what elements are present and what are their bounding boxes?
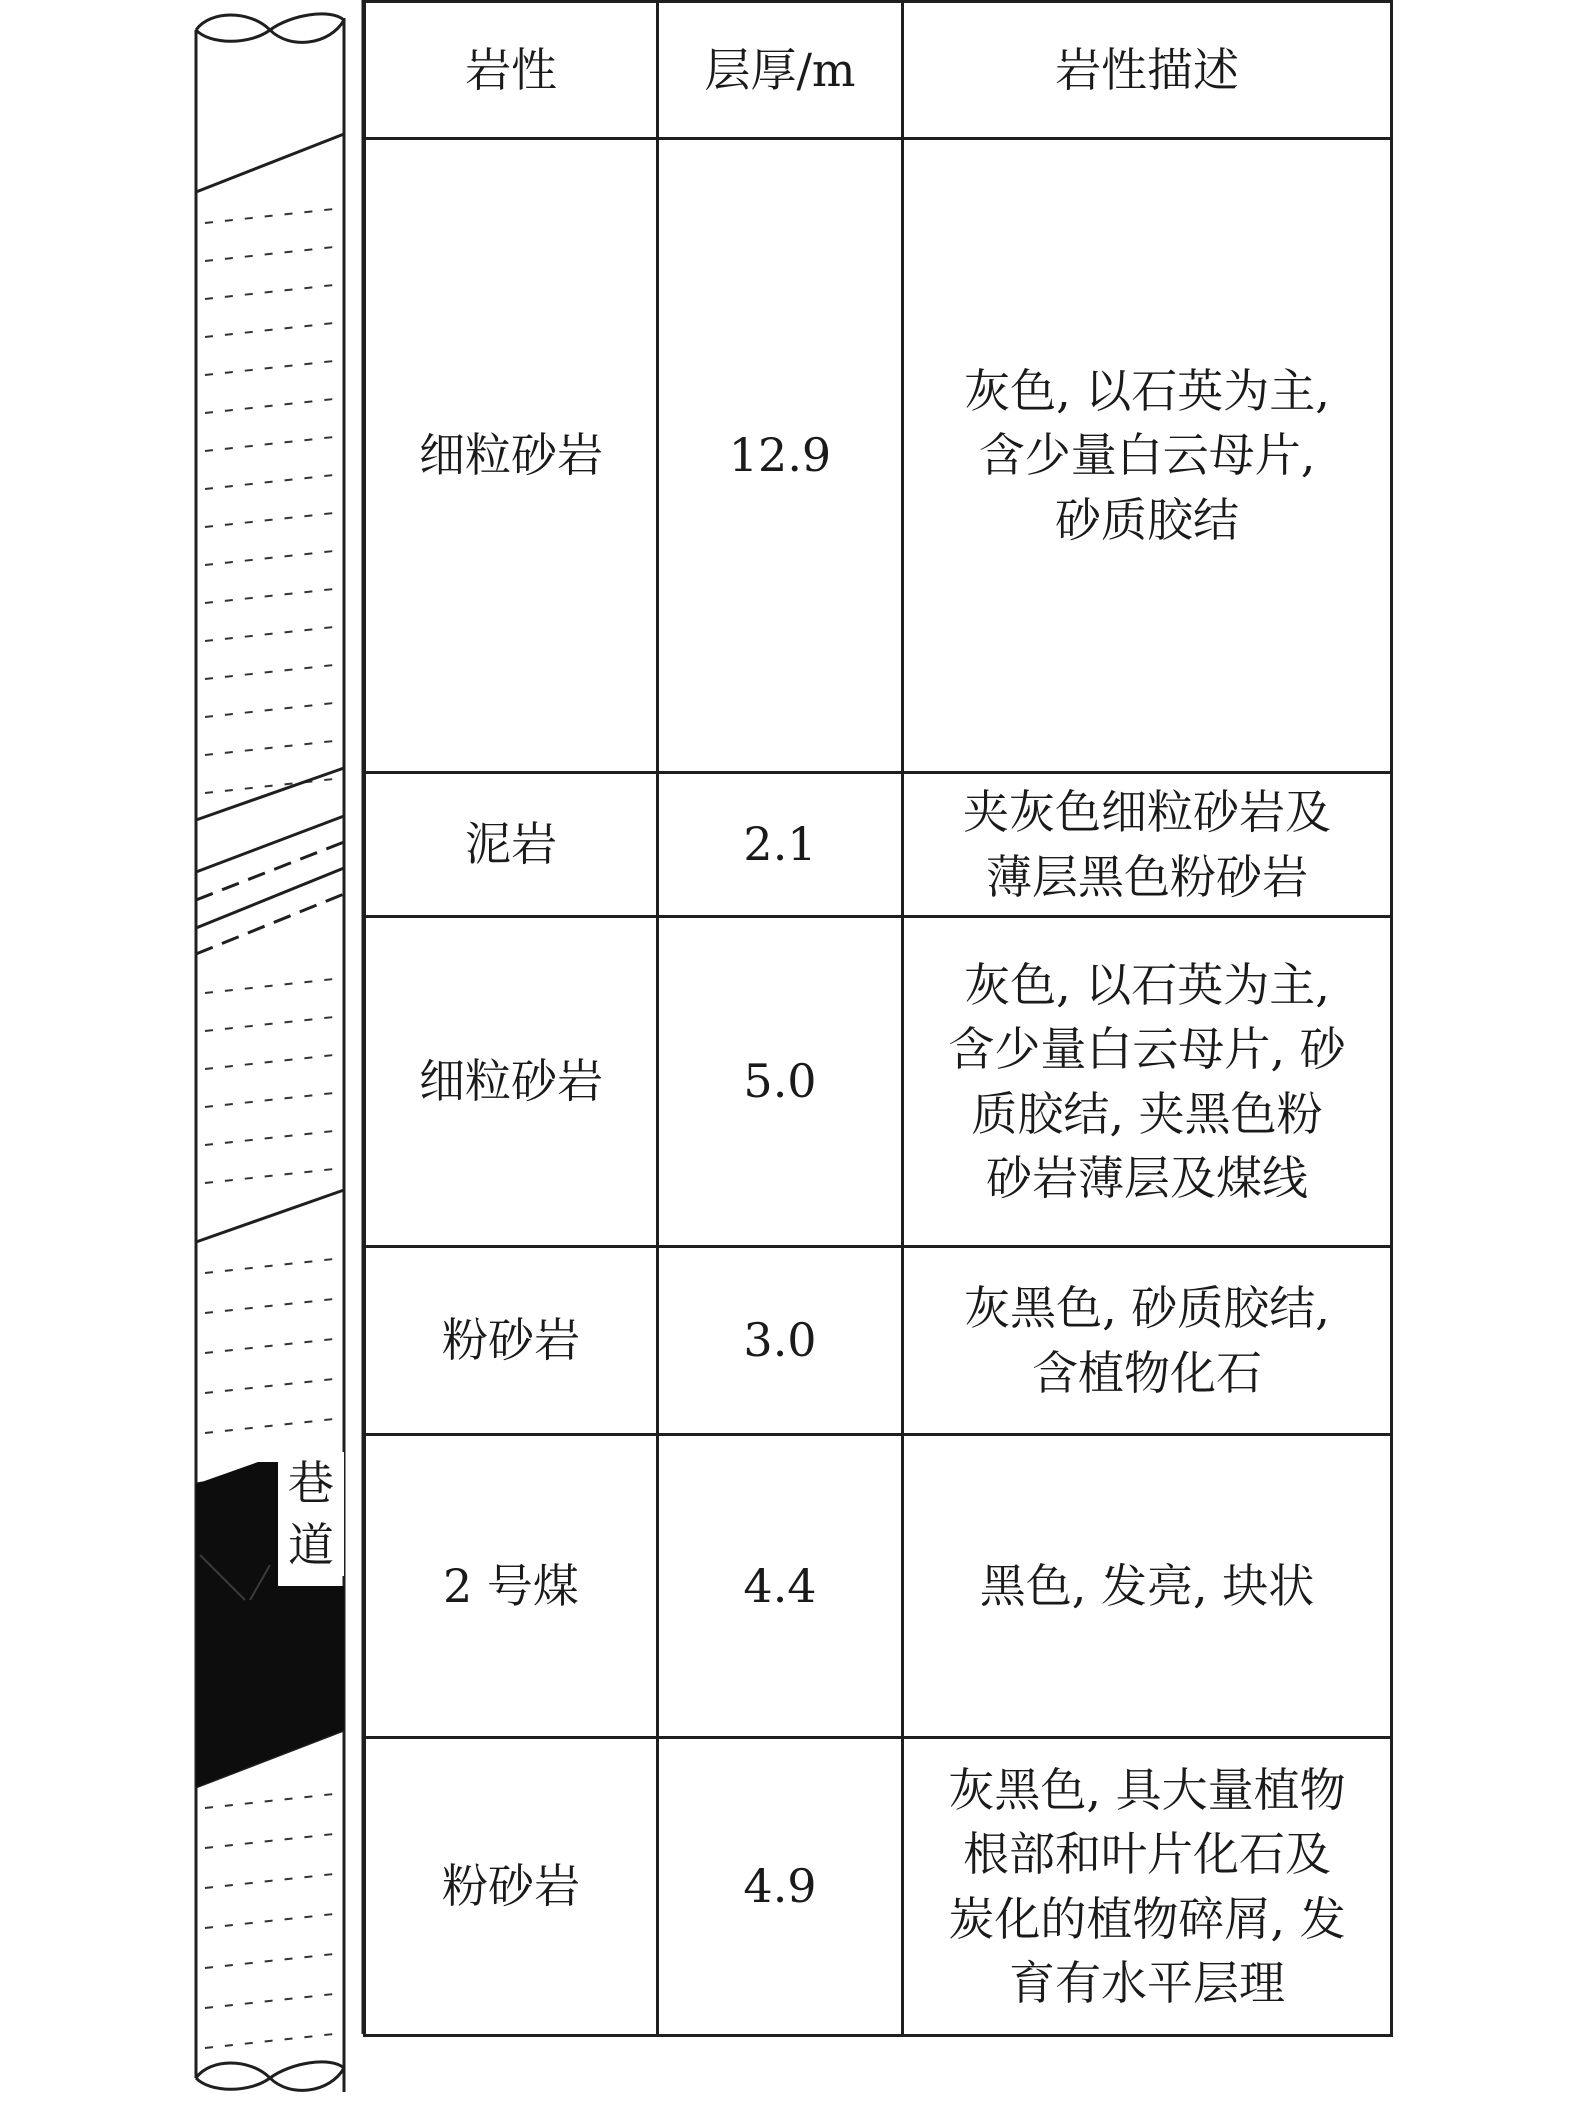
mudstone-line: [196, 816, 344, 872]
rock-texture-dash: [205, 1379, 334, 1393]
rock-texture-dash: [205, 1339, 334, 1353]
thickness-cell: 4.9: [658, 1738, 903, 2036]
lithology-cell: 粉砂岩: [365, 1247, 658, 1435]
thickness-cell: 2.1: [658, 773, 903, 917]
layer-boundary: [196, 134, 344, 192]
rock-texture-dash: [205, 399, 334, 413]
rock-texture-dash: [205, 247, 334, 261]
rock-texture-dash: [205, 1954, 334, 1968]
thickness-cell: 4.4: [658, 1435, 903, 1738]
rock-texture-dash: [205, 1419, 334, 1433]
header-description: 岩性描述: [903, 2, 1392, 139]
rock-texture-dash: [205, 665, 334, 679]
rock-texture-dash: [205, 1794, 334, 1808]
lithology-cell: 细粒砂岩: [365, 917, 658, 1247]
table-row: [365, 1738, 1392, 2036]
stratigraphic-column: [0, 0, 363, 2102]
rock-texture-dash: [205, 779, 334, 793]
rock-texture-dash: [205, 209, 334, 223]
table-row: [365, 1247, 1392, 1435]
mudstone-line: [196, 842, 344, 900]
rock-texture-dash: [205, 1874, 334, 1888]
rock-texture-dash: [205, 551, 334, 565]
rock-texture-dash: [205, 1093, 334, 1107]
rock-texture-dash: [205, 1994, 334, 2008]
rock-texture-dash: [205, 1259, 334, 1273]
rock-texture-dash: [205, 1914, 334, 1928]
rock-texture-dash: [205, 2034, 334, 2048]
description-cell: 夹灰色细粒砂岩及 薄层黑色粉砂岩: [903, 773, 1392, 917]
mudstone-line: [196, 894, 344, 954]
table-row: [365, 917, 1392, 1247]
rock-texture-dash: [205, 1169, 334, 1183]
header-lithology: 岩性: [365, 2, 658, 139]
thickness-cell: 5.0: [658, 917, 903, 1247]
column-bottom-break: [196, 2062, 344, 2090]
rock-texture-dash: [205, 1299, 334, 1313]
description-cell: 灰色, 以石英为主, 含少量白云母片, 砂 质胶结, 夹黑色粉 砂岩薄层及煤线: [903, 917, 1392, 1247]
lithology-cell: 粉砂岩: [365, 1738, 658, 2036]
rock-texture-dash: [205, 979, 334, 993]
thickness-cell: 12.9: [658, 139, 903, 773]
rock-texture-dash: [205, 741, 334, 755]
roadway-label: 巷 道: [278, 1452, 344, 1576]
rock-texture-dash: [205, 285, 334, 299]
description-cell: 灰黑色, 砂质胶结, 含植物化石: [903, 1247, 1392, 1435]
mudstone-line: [196, 868, 344, 928]
header-thickness: 层厚/m: [658, 2, 903, 139]
lithology-cell: 泥岩: [365, 773, 658, 917]
rock-texture-dash: [205, 1131, 334, 1145]
rock-texture-dash: [205, 1055, 334, 1069]
rock-texture-dash: [205, 589, 334, 603]
description-cell: 灰黑色, 具大量植物 根部和叶片化石及 炭化的植物碎屑, 发 育有水平层理: [903, 1738, 1392, 2036]
thickness-cell: 3.0: [658, 1247, 903, 1435]
strata-table: [363, 0, 1393, 2037]
rock-texture-dash: [205, 361, 334, 375]
lithology-cell: 2 号煤: [365, 1435, 658, 1738]
rock-texture-dash: [205, 323, 334, 337]
rock-texture-dash: [205, 475, 334, 489]
rock-texture-dash: [205, 703, 334, 717]
description-cell: 灰色, 以石英为主, 含少量白云母片, 砂质胶结: [903, 139, 1392, 773]
description-cell: 黑色, 发亮, 块状: [903, 1435, 1392, 1738]
table-row: [365, 773, 1392, 917]
rock-texture-dash: [205, 1017, 334, 1031]
lithology-cell: 细粒砂岩: [365, 139, 658, 773]
rock-texture-dash: [205, 627, 334, 641]
layer-boundary: [196, 1190, 344, 1242]
column-top-break: [196, 14, 344, 42]
rock-texture-dash: [205, 513, 334, 527]
table-row: [365, 1435, 1392, 1738]
table-row: [365, 139, 1392, 773]
rock-texture-dash: [205, 1834, 334, 1848]
rock-texture-dash: [205, 437, 334, 451]
layer-boundary: [196, 768, 344, 820]
header-row: [365, 2, 1392, 139]
